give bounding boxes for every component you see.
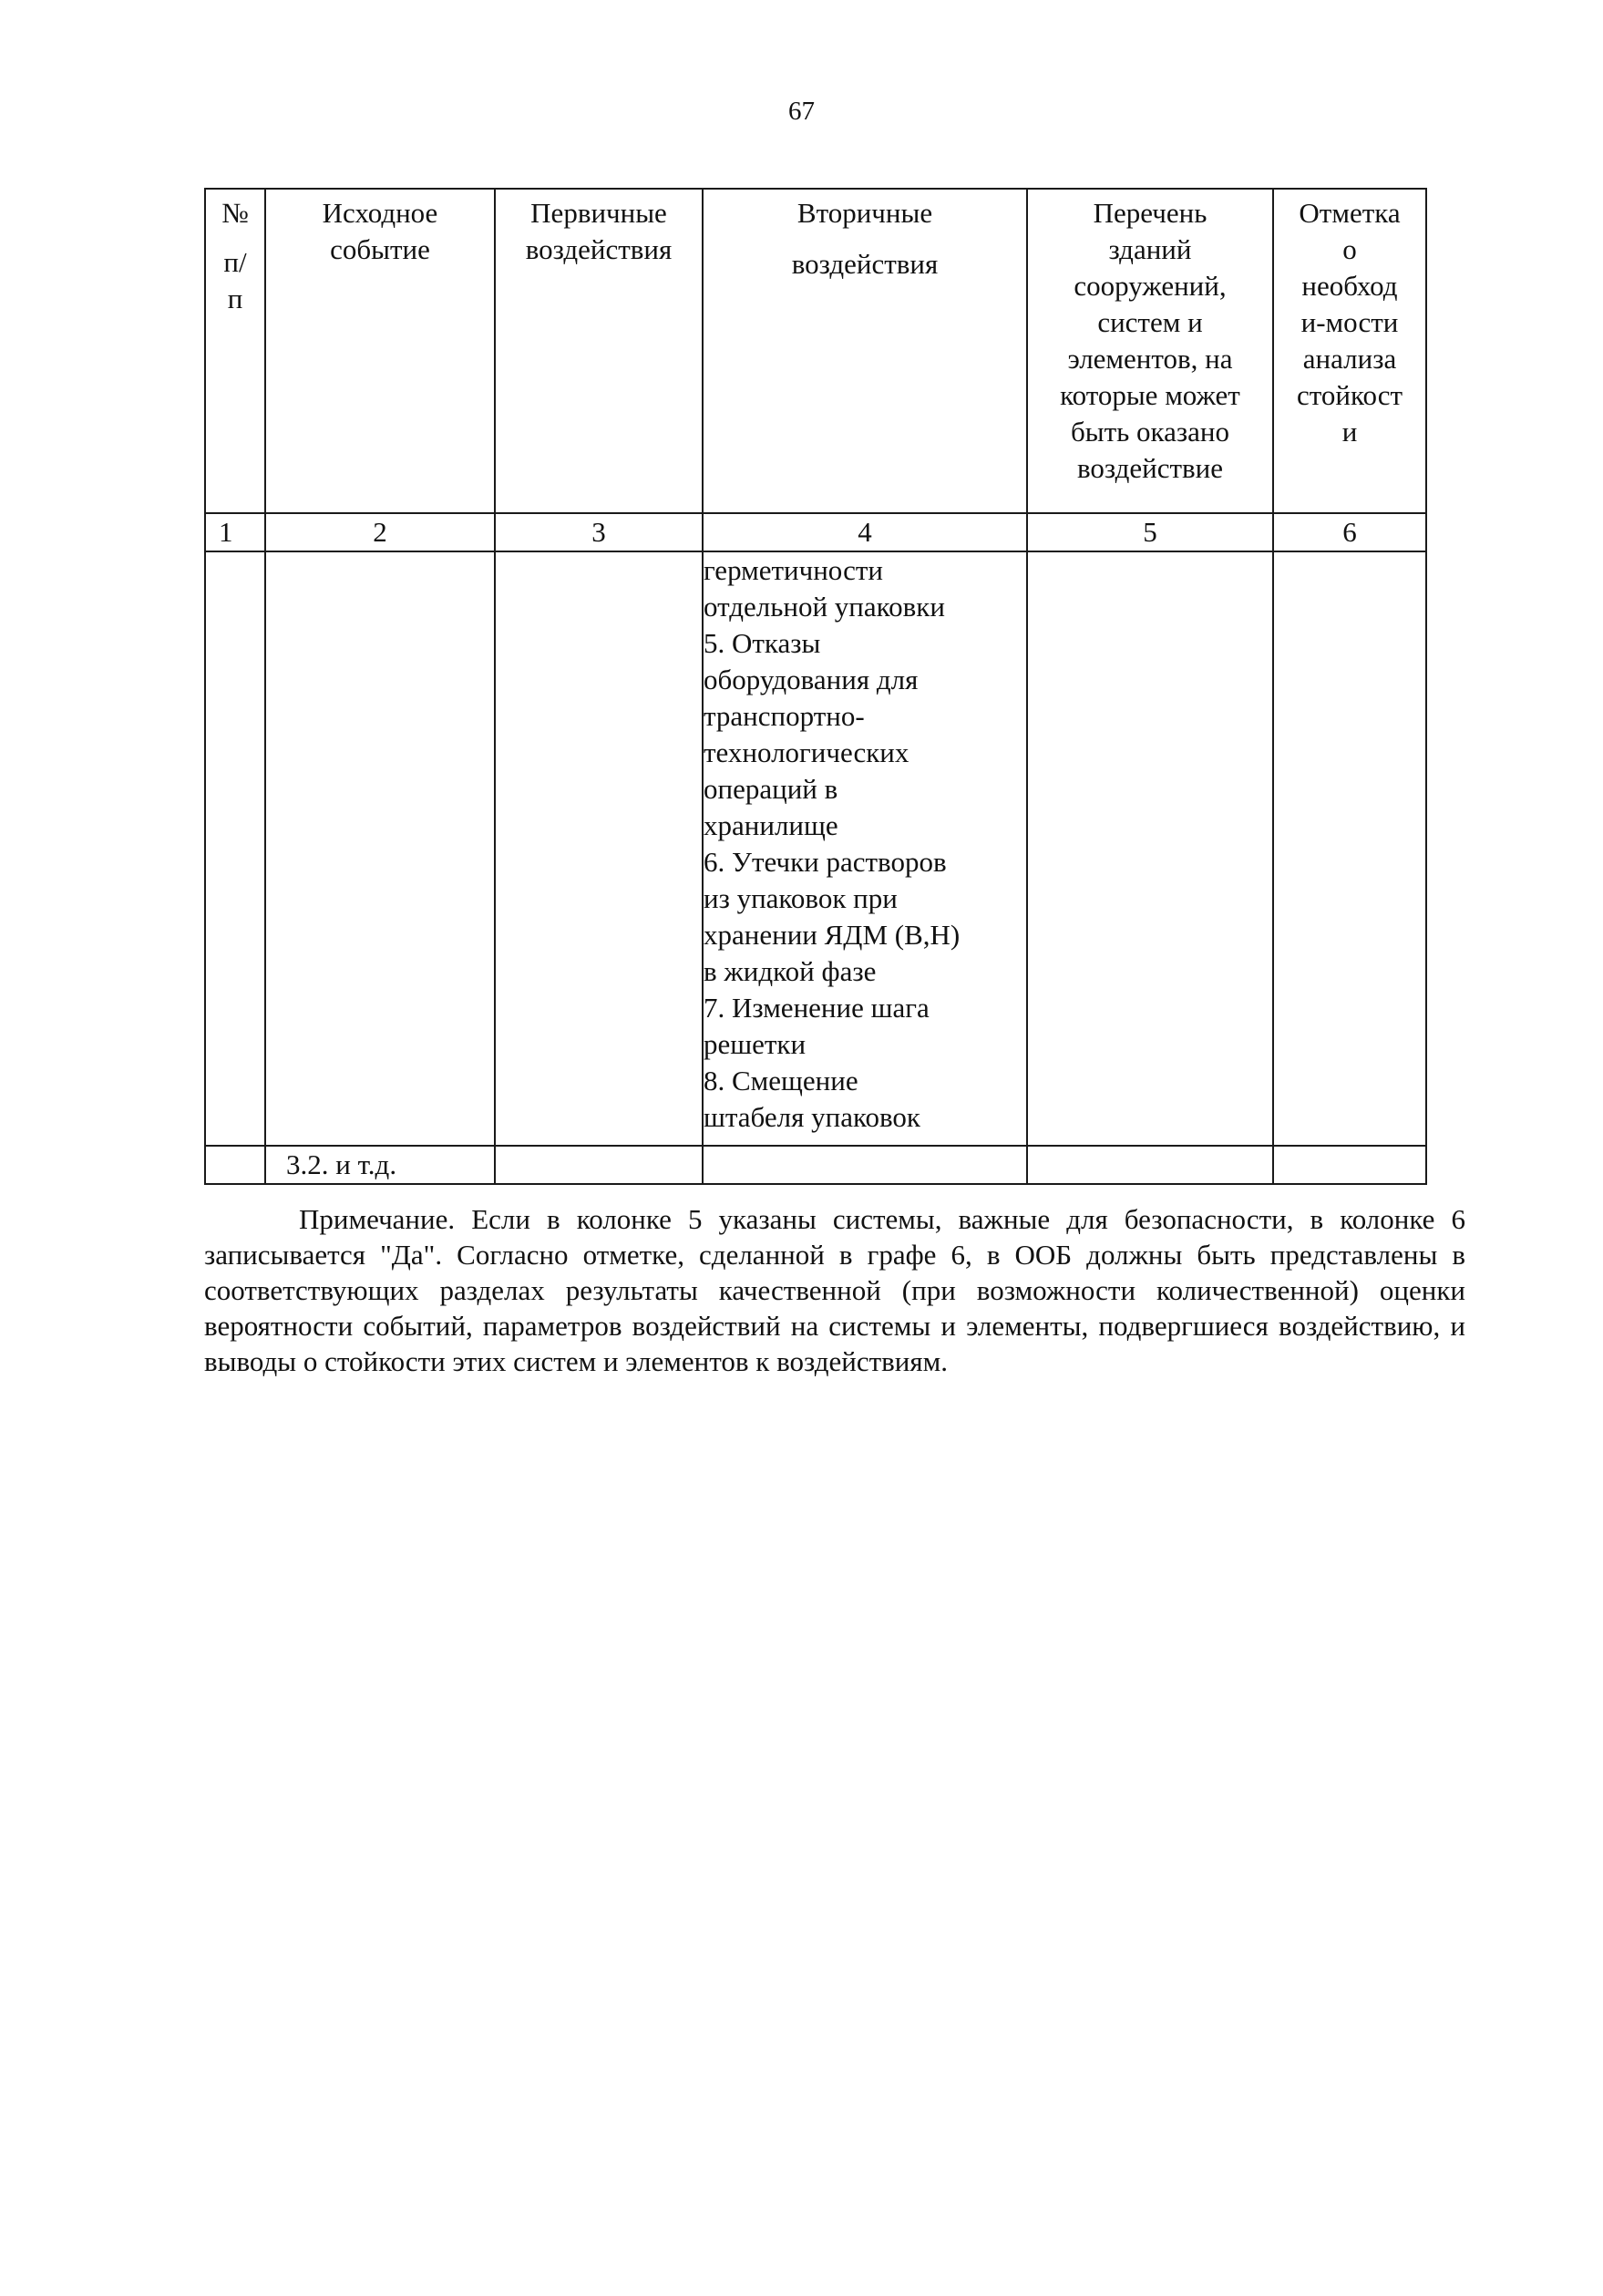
header-affected-list-line: элементов, на <box>1067 343 1233 375</box>
header-analysis-mark-line: стойкост <box>1296 379 1403 411</box>
impact-line: операций в <box>704 773 838 805</box>
header-secondary-impacts-line: Вторичные <box>796 197 933 229</box>
header-affected-list-line: воздействие <box>1076 452 1224 484</box>
table-cell <box>1273 1146 1426 1184</box>
impact-line: технологических <box>704 736 909 768</box>
index-cell: 1 <box>205 513 265 551</box>
header-primary-impacts <box>495 189 703 513</box>
table-cell <box>1027 551 1273 1146</box>
impact-line: транспортно- <box>704 700 865 732</box>
table-cell <box>495 1146 703 1184</box>
header-analysis-mark <box>1273 189 1426 513</box>
header-affected-list <box>1027 189 1273 513</box>
header-initial-event-line: Исходное <box>322 197 438 229</box>
header-secondary-impacts <box>703 189 1027 513</box>
header-affected-list-line: сооружений, <box>1074 270 1227 302</box>
note-paragraph: Примечание. Если в колонке 5 указаны системы, важные для безопасности, в колонке 6 записывается "Да". Согласно отметке, сделанной в графе 6, в ООБ должны быть представлены в соответствующих разделах результаты качественной (при возможности количественной) оценки вероятности событий, параметров воздействий на системы и элементы, подвергшиеся воздействию, и выводы о стойкости этих систем и элементов к воздействиям. <box>204 1203 1465 1377</box>
header-analysis-mark-line: Отметка <box>1299 197 1401 229</box>
secondary-impacts-cell <box>703 551 1027 1146</box>
header-secondary-impacts-line: воздействия <box>791 248 939 280</box>
header-col-number <box>205 189 265 513</box>
impact-line: 6. Утечки растворов <box>704 846 947 878</box>
impact-line: отдельной упаковки <box>704 591 945 623</box>
page-number: 67 <box>788 97 815 126</box>
impact-line: штабеля упаковок <box>704 1101 920 1133</box>
impact-line: в жидкой фазе <box>704 955 877 987</box>
impact-line: 7. Изменение шага <box>704 992 930 1024</box>
header-analysis-mark-line: необход <box>1301 270 1398 302</box>
table-cell <box>703 1146 1027 1184</box>
impact-table <box>204 188 1427 1185</box>
header-affected-list-line: которые может <box>1060 379 1240 411</box>
index-cell: 3 <box>495 513 703 551</box>
header-primary-impacts-line: Первичные <box>530 197 667 229</box>
table-cell <box>1273 551 1426 1146</box>
table-cell <box>495 551 703 1146</box>
table-cell <box>1027 1146 1273 1184</box>
etc-cell: 3.2. и т.д. <box>265 1146 495 1184</box>
header-col-number-line: п/ <box>223 246 247 278</box>
table-index-row <box>205 513 1426 551</box>
index-cell: 2 <box>265 513 495 551</box>
impact-line: герметичности <box>704 554 883 586</box>
impact-line: хранении ЯДМ (В,Н) <box>704 919 961 951</box>
table-cell <box>265 551 495 1146</box>
header-primary-impacts-line: воздействия <box>525 233 673 265</box>
index-cell: 6 <box>1273 513 1426 551</box>
index-cell: 4 <box>703 513 1027 551</box>
table-cell <box>205 1146 265 1184</box>
table-row <box>205 551 1426 1146</box>
header-affected-list-line: зданий <box>1108 233 1192 265</box>
header-analysis-mark-line: анализа <box>1302 343 1397 375</box>
impact-line: из упаковок при <box>704 882 898 914</box>
table-cell <box>205 551 265 1146</box>
header-analysis-mark-line: и-мости <box>1300 306 1399 338</box>
table-row <box>205 1146 1426 1184</box>
table-header-row <box>205 189 1426 513</box>
impact-line: 5. Отказы <box>704 627 821 659</box>
impact-line: решетки <box>704 1028 807 1060</box>
header-col-number-line: п <box>227 283 243 314</box>
impact-line: 8. Смещение <box>704 1065 858 1097</box>
impact-line: оборудования для <box>704 664 919 695</box>
header-initial-event <box>265 189 495 513</box>
impact-line: хранилище <box>704 809 838 841</box>
header-spacer <box>704 232 1026 246</box>
header-affected-list-line: быть оказано <box>1071 416 1229 448</box>
header-affected-list-line: Перечень <box>1093 197 1207 229</box>
header-initial-event-line: событие <box>330 233 430 265</box>
header-analysis-mark-line: и <box>1341 416 1358 448</box>
header-col-number-line: № <box>221 197 249 229</box>
header-analysis-mark-line: о <box>1342 233 1357 265</box>
index-cell: 5 <box>1027 513 1273 551</box>
header-affected-list-line: систем и <box>1097 306 1203 338</box>
